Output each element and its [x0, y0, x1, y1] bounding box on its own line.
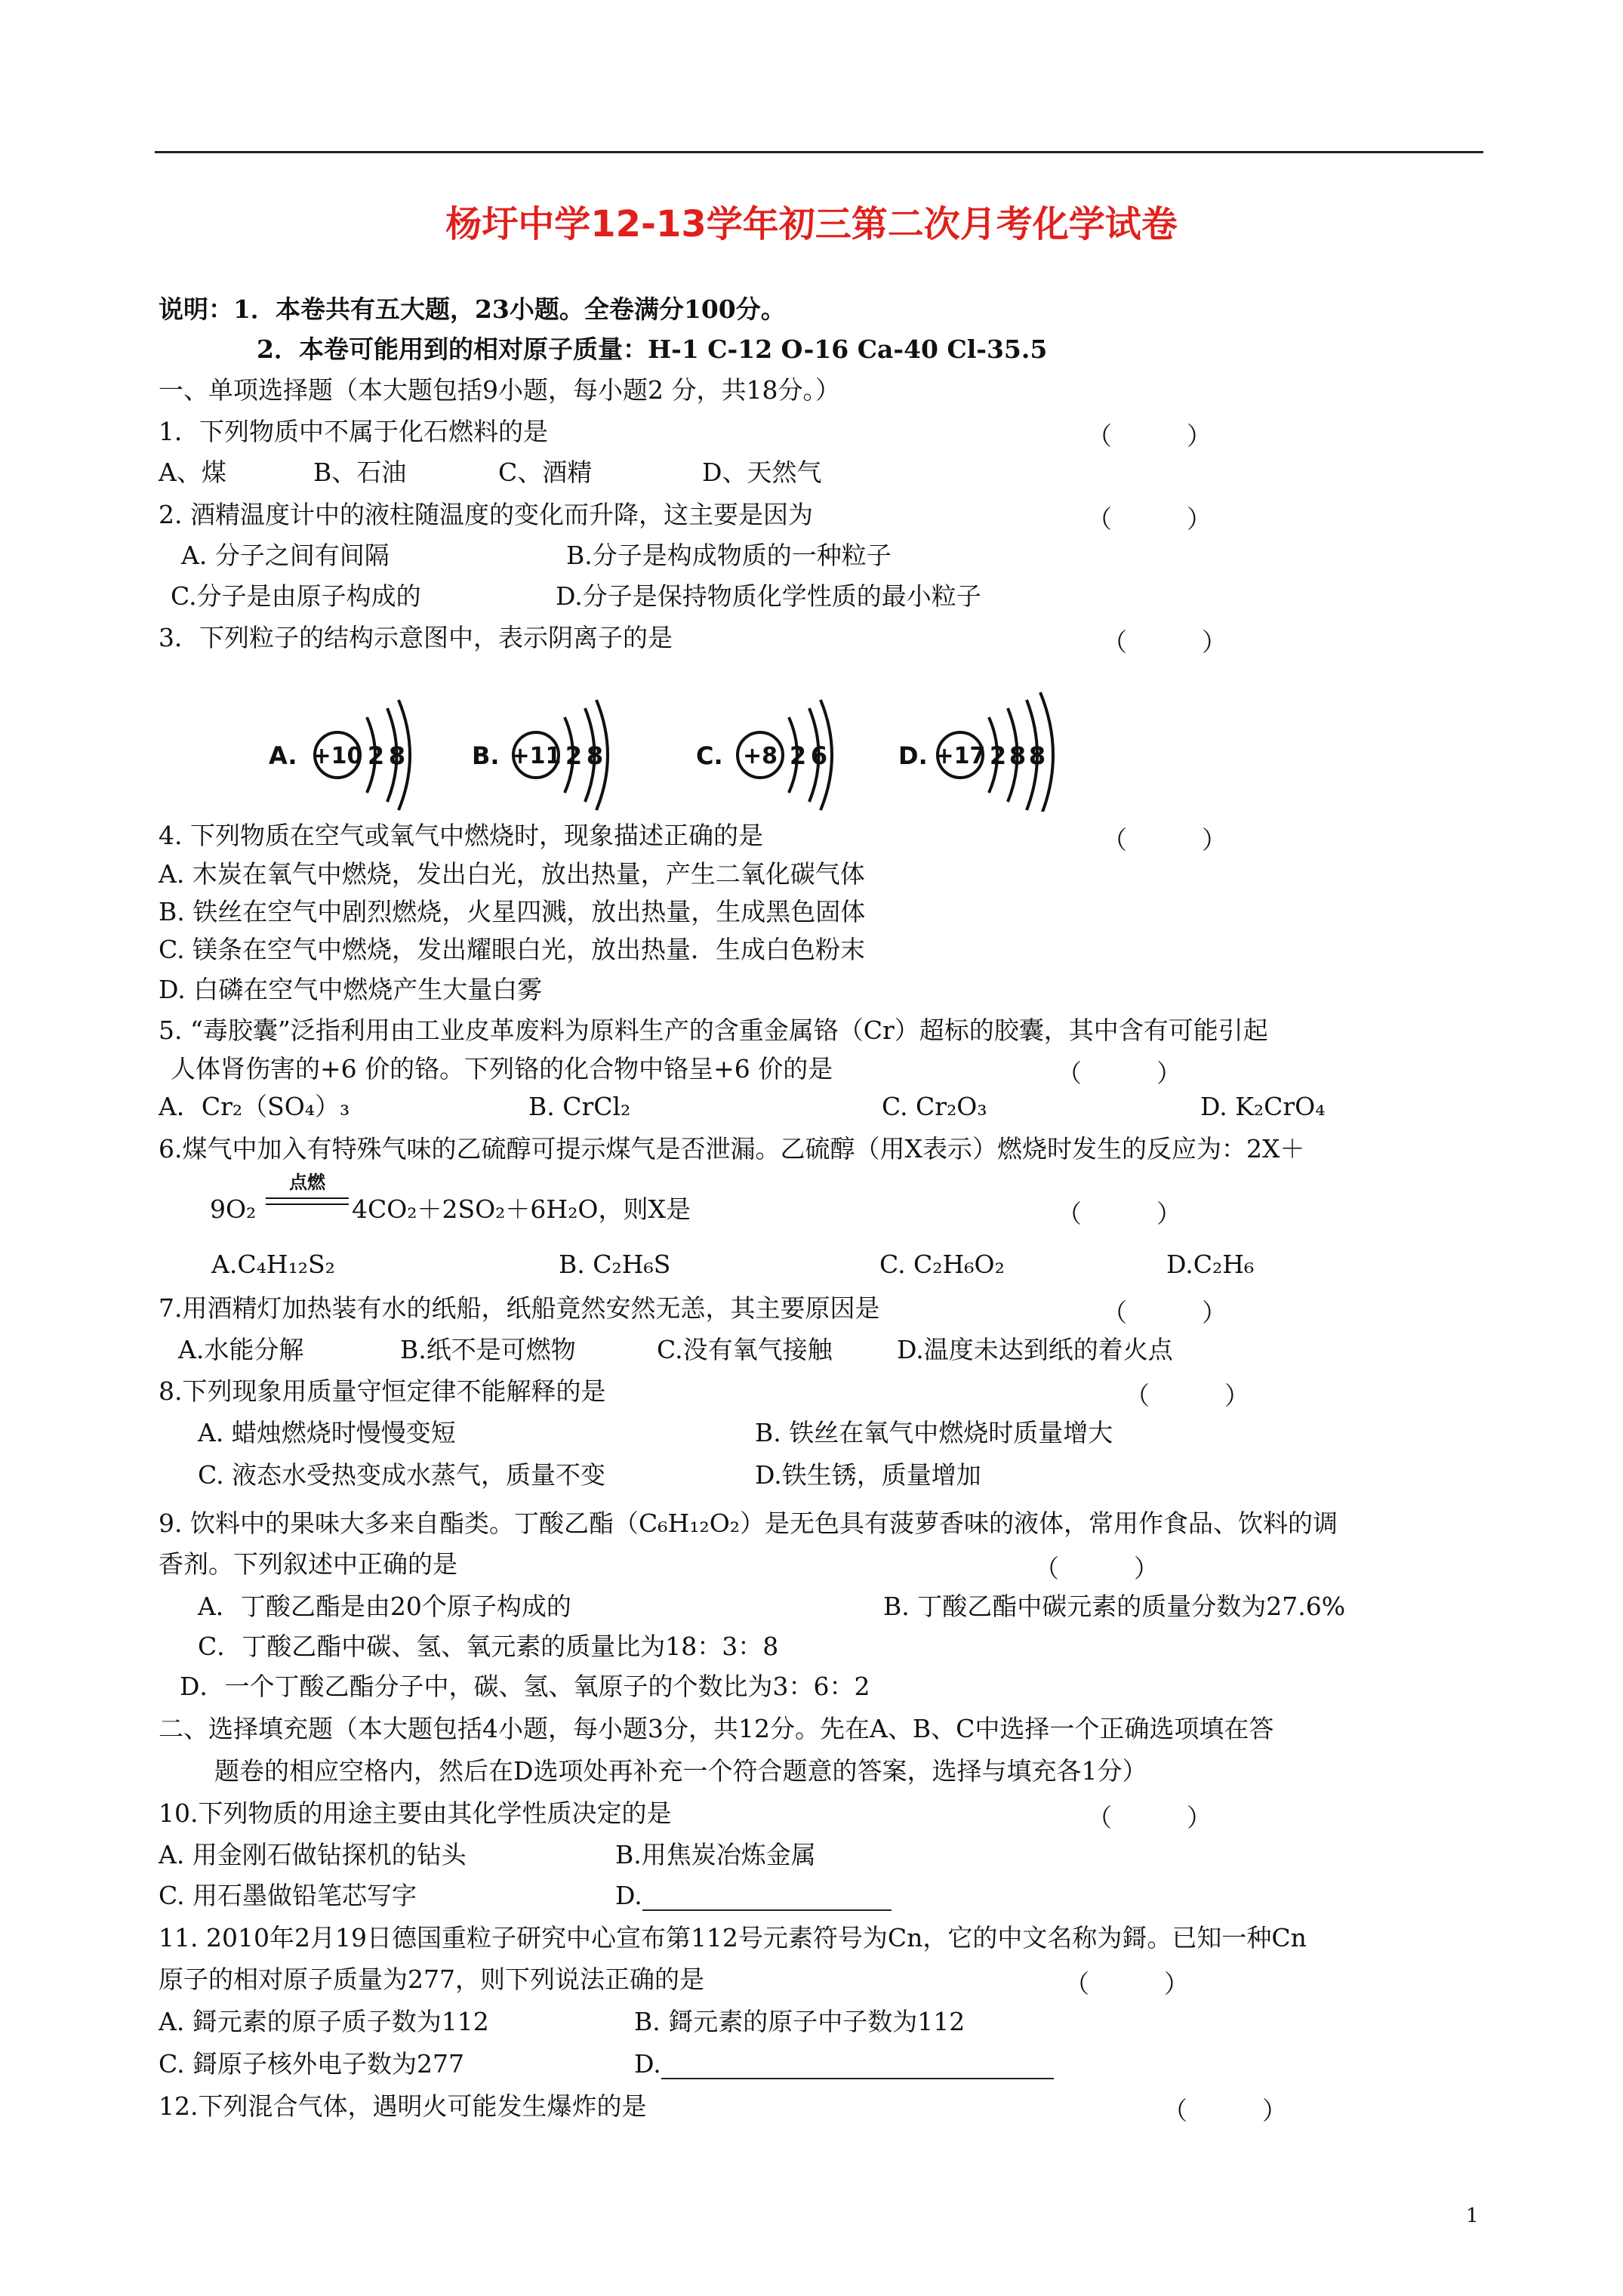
q7-stem: 7.用酒精灯加热装有水的纸船，纸船竟然安然无恙，其主要原因是: [159, 1293, 880, 1323]
q4-stem: 4. 下列物质在空气或氧气中燃烧时，现象描述正确的是: [159, 821, 763, 850]
q8-option-d: D.铁生锈，质量增加: [755, 1460, 981, 1490]
q9-option-b: B. 丁酸乙酯中碳元素的质量分数为27.6%: [883, 1592, 1346, 1621]
q6-option-d: D.C₂H₆: [1166, 1250, 1255, 1279]
q9-option-c: C．丁酸乙酯中碳、氢、氧元素的质量比为18：3：8: [198, 1632, 779, 1661]
diagram-d-label: D.: [898, 741, 928, 770]
q6-equation-reactants: 9O₂: [210, 1194, 257, 1224]
q10-option-d-blank[interactable]: [642, 1887, 892, 1911]
diagram-a-shell-2: 8: [388, 741, 406, 770]
q6-option-c: C. C₂H₆O₂: [879, 1250, 1005, 1279]
q10-option-d: [615, 1881, 892, 1911]
q4-option-a: A. 木炭在氧气中燃烧，发出白光，放出热量，产生二氧化碳气体: [159, 859, 865, 889]
diagram-a-shell-1: 2: [367, 741, 385, 770]
q5-stem-line-2: 人体肾伤害的+6 价的铬。下列铬的化合物中铬呈+6 价的是: [171, 1054, 833, 1083]
q11-option-d-blank[interactable]: [661, 2055, 1054, 2079]
q7-option-d: D.温度未达到纸的着火点: [897, 1335, 1173, 1364]
q8-answer-paren: （ ）: [1125, 1381, 1249, 1410]
q7-option-c: C.没有氧气接触: [657, 1335, 833, 1364]
diagram-a-label: A.: [269, 741, 297, 770]
section-2-heading-line-1: 二、选择填充题（本大题包括4小题，每小题3分，共12分。先在A、B、C中选择一个正确选项填在答: [159, 1714, 1274, 1743]
q9-option-d: D．一个丁酸乙酯分子中，碳、氢、氧原子的个数比为3：6：2: [180, 1672, 870, 1701]
q6-condition-label: 点燃: [289, 1172, 325, 1193]
q5-stem-line-1: 5. “毒胶囊”泛指利用由工业皮革废料为原料生产的含重金属铬（Cr）超标的胶囊，其中含有可能引起: [159, 1015, 1268, 1045]
diagram-d-shell-1: 2: [989, 741, 1007, 770]
q5-option-a: A．Cr₂（SO₄）₃: [159, 1092, 350, 1121]
q6-option-a: A.C₄H₁₂S₂: [211, 1250, 335, 1279]
q10-answer-paren: （ ）: [1087, 1803, 1212, 1832]
q6-equals-sign: [266, 1197, 349, 1199]
q11-option-d-label: D.: [634, 2049, 661, 2079]
q7-answer-paren: （ ）: [1102, 1298, 1227, 1327]
q11-option-b: B. 鎶元素的原子中子数为112: [634, 2007, 965, 2036]
diagram-d: [898, 692, 1053, 812]
q2-option-a: A. 分子之间有间隔: [181, 541, 390, 570]
diagram-c-shell-1: 2: [789, 741, 807, 770]
q12-answer-paren: （ ）: [1163, 2096, 1287, 2125]
diagram-b-label: B.: [472, 741, 500, 770]
q2-option-b: B.分子是构成物质的一种粒子: [566, 541, 892, 570]
q2-answer-paren: （ ）: [1087, 504, 1212, 534]
q7-option-b: B.纸不是可燃物: [400, 1335, 576, 1364]
q11-answer-paren: （ ）: [1064, 1969, 1189, 1999]
q3-answer-paren: （ ）: [1102, 627, 1227, 657]
q5-option-d: D. K₂CrO₄: [1200, 1092, 1326, 1121]
q11-stem-line-2: 原子的相对原子质量为277，则下列说法正确的是: [159, 1965, 704, 1994]
q12-stem: 12.下列混合气体，遇明火可能发生爆炸的是: [159, 2091, 647, 2121]
q11-stem-line-1: 11. 2010年2月19日德国重粒子研究中心宣布第112号元素符号为Cn，它的中文名称为鎶。已知一种Cn: [159, 1923, 1307, 1952]
diagram-b-shell-2: 8: [586, 741, 604, 770]
q9-stem-line-1: 9. 饮料中的果味大多来自酯类。丁酸乙酯（C₆H₁₂O₂）是无色具有菠萝香味的液体，常用作食品、饮料的调: [159, 1509, 1338, 1538]
q4-option-d: D. 白磷在空气中燃烧产生大量白雾: [159, 975, 543, 1004]
q6-reaction-condition: [266, 1172, 349, 1205]
q1-option-d: D、天然气: [702, 458, 822, 487]
diagram-b: [472, 700, 608, 810]
diagram-c-nucleus: +8: [742, 743, 778, 769]
q6-stem-line-1: 6.煤气中加入有特殊气味的乙硫醇可提示煤气是否泄漏。乙硫醇（用X表示）燃烧时发生的反应为：2X＋: [159, 1134, 1305, 1163]
q9-option-a: A．丁酸乙酯是由20个原子构成的: [198, 1592, 571, 1621]
q9-answer-paren: （ ）: [1034, 1554, 1159, 1583]
q6-answer-paren: （ ）: [1057, 1199, 1181, 1228]
q10-stem: 10.下列物质的用途主要由其化学性质决定的是: [159, 1798, 672, 1828]
q1-option-b: B、石油: [313, 458, 407, 487]
q10-option-c: C. 用石墨做铅笔芯写字: [159, 1881, 417, 1910]
q11-option-c: C. 鎶原子核外电子数为277: [159, 2049, 465, 2079]
notes-line-2: 2．本卷可能用到的相对原子质量：H-1 C-12 O-16 Ca-40 Cl-35.5: [257, 334, 1048, 364]
q3-stem: 3．下列粒子的结构示意图中，表示阴离子的是: [159, 623, 673, 652]
q10-option-d-label: D.: [615, 1881, 642, 1910]
q8-stem: 8.下列现象用质量守恒定律不能解释的是: [159, 1376, 606, 1406]
q1-stem: 1．下列物质中不属于化石燃料的是: [159, 417, 548, 446]
diagram-d-shell-2: 8: [1009, 741, 1027, 770]
diagram-d-shell-3: 8: [1028, 741, 1046, 770]
q4-answer-paren: （ ）: [1102, 825, 1227, 855]
q1-option-a: A、煤: [159, 458, 226, 487]
q8-option-a: A. 蜡烛燃烧时慢慢变短: [198, 1418, 456, 1447]
q2-stem: 2. 酒精温度计中的液柱随温度的变化而升降，这主要是因为: [159, 500, 813, 529]
diagram-c: [696, 700, 832, 810]
q10-option-b: B.用焦炭冶炼金属: [615, 1840, 816, 1869]
header-rule: [155, 151, 1483, 153]
q4-option-b: B. 铁丝在空气中剧烈燃烧，火星四溅，放出热量，生成黑色固体: [159, 897, 866, 926]
q1-answer-paren: （ ）: [1087, 421, 1212, 451]
q9-stem-line-2: 香剂。下列叙述中正确的是: [159, 1549, 457, 1579]
q5-answer-paren: （ ）: [1057, 1059, 1181, 1088]
diagram-c-label: C.: [696, 741, 723, 770]
q5-option-c: C. Cr₂O₃: [882, 1092, 987, 1121]
diagram-b-shell-1: 2: [565, 741, 583, 770]
q8-option-b: B. 铁丝在氧气中燃烧时质量增大: [755, 1418, 1113, 1447]
section-1-heading: 一、单项选择题（本大题包括9小题，每小题2 分，共18分。）: [159, 375, 840, 405]
q7-option-a: A.水能分解: [178, 1335, 304, 1364]
q11-option-d: [634, 2049, 1054, 2079]
q8-option-c: C. 液态水受热变成水蒸气，质量不变: [198, 1460, 606, 1490]
notes-line-1: 说明：1．本卷共有五大题，23小题。全卷满分100分。: [159, 294, 786, 324]
q5-option-b: B. CrCl₂: [528, 1092, 631, 1121]
q3-atomic-structure-diagrams: [257, 683, 1102, 812]
q4-option-c: C. 镁条在空气中燃烧，发出耀眼白光，放出热量．生成白色粉末: [159, 935, 866, 964]
q2-option-c: C.分子是由原子构成的: [171, 581, 421, 611]
diagram-b-nucleus: +11: [510, 743, 562, 769]
q2-option-d: D.分子是保持物质化学性质的最小粒子: [556, 581, 981, 611]
section-2-heading-line-2: 题卷的相应空格内，然后在D选项处再补充一个符合题意的答案，选择与填充各1分）: [214, 1756, 1147, 1786]
page-title: 杨圩中学12-13学年初三第二次月考化学试卷: [445, 203, 1178, 245]
q1-option-c: C、酒精: [498, 458, 593, 487]
q6-equation-products: 4CO₂＋2SO₂＋6H₂O，则X是: [352, 1194, 691, 1224]
diagram-d-nucleus: +17: [935, 743, 986, 769]
q11-option-a: A. 鎶元素的原子质子数为112: [159, 2007, 489, 2036]
q6-option-b: B. C₂H₆S: [559, 1250, 671, 1279]
page-number: 1: [1466, 2205, 1479, 2227]
diagram-a-nucleus: +10: [312, 743, 363, 769]
q10-option-a: A. 用金刚石做钻探机的钻头: [159, 1840, 467, 1869]
diagram-c-shell-2: 6: [810, 741, 828, 770]
diagram-a: [269, 700, 410, 810]
